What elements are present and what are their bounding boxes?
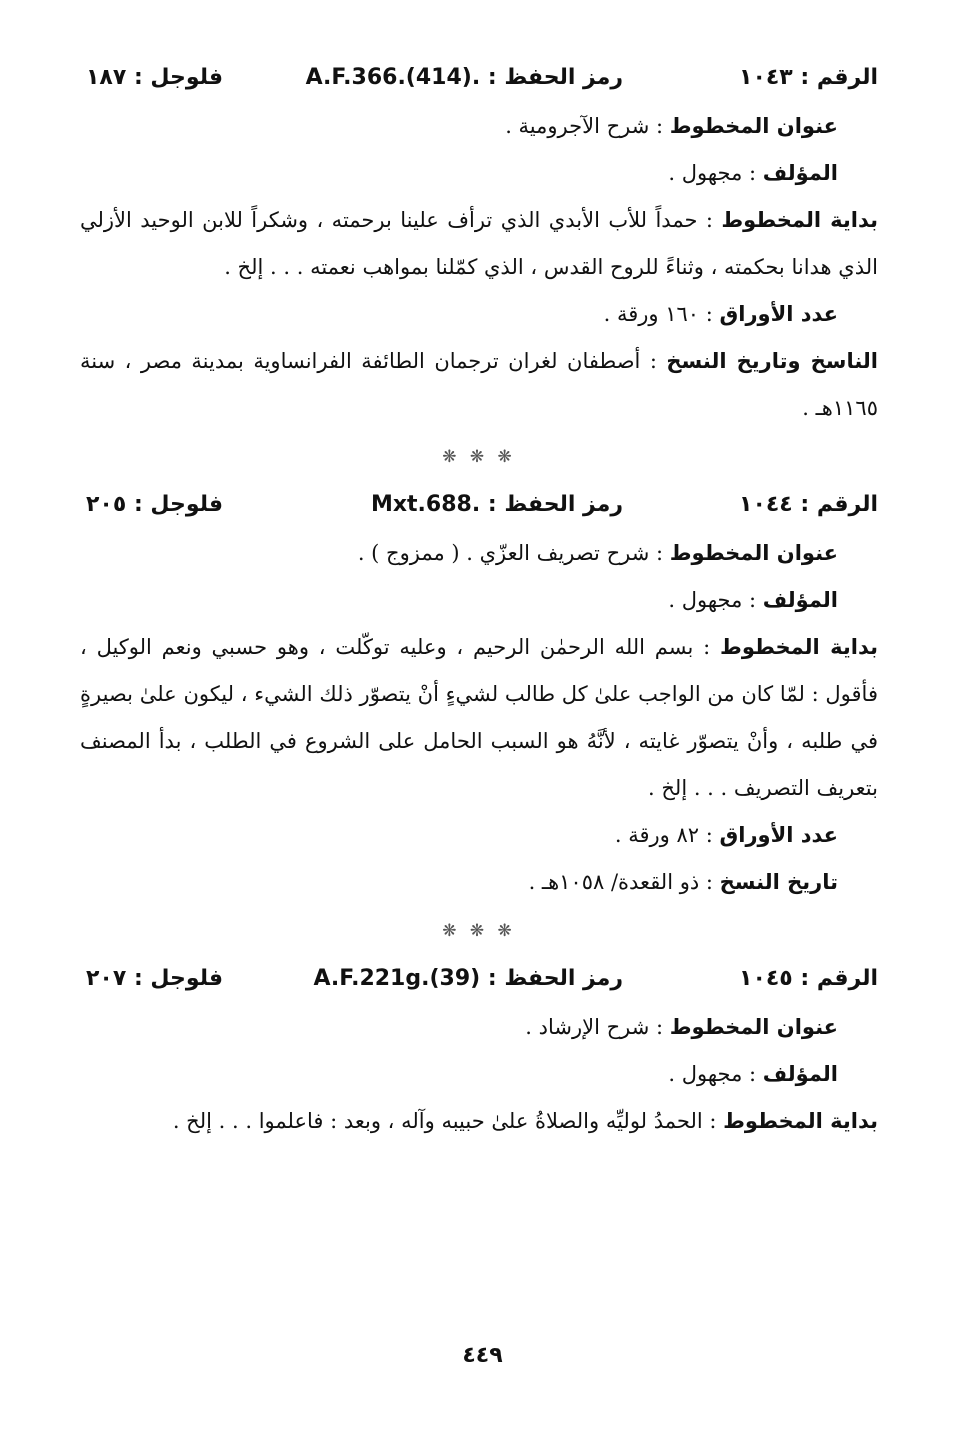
shelfmark-code: رمز الحفظ : A.F.221g.(39) bbox=[313, 966, 623, 991]
field-folio-count bbox=[80, 812, 878, 859]
field-value: : مجهول . bbox=[668, 161, 763, 185]
entry-header bbox=[80, 956, 878, 1004]
field-author bbox=[80, 577, 878, 624]
field-value: : مجهول . bbox=[668, 588, 763, 612]
field-folio-count bbox=[80, 291, 878, 338]
field-label: عنوان المخطوط bbox=[669, 1015, 838, 1039]
field-label: المؤلف bbox=[762, 1062, 838, 1086]
field-label: عنوان المخطوط bbox=[669, 541, 838, 565]
field-author bbox=[80, 150, 878, 197]
catalog-page bbox=[80, 55, 878, 1145]
flugel-reference: فلوجل : ١٨٧ bbox=[86, 65, 224, 90]
field-label: عدد الأوراق bbox=[719, 302, 838, 326]
entry-number: الرقم : ١٠٤٣ bbox=[739, 65, 878, 90]
shelfmark-code: رمز الحفظ : .Mxt.688 bbox=[370, 492, 623, 517]
flugel-reference: فلوجل : ٢٠٧ bbox=[86, 966, 224, 991]
page-number: ٤٤٩ bbox=[462, 1343, 503, 1368]
shelfmark-code: رمز الحفظ : .A.F.366.(414) bbox=[305, 65, 623, 90]
field-label: المؤلف bbox=[762, 588, 838, 612]
field-label: عنوان المخطوط bbox=[669, 114, 838, 138]
entry-header bbox=[80, 482, 878, 530]
field-copyist-date bbox=[80, 338, 878, 432]
field-label: المؤلف bbox=[762, 161, 838, 185]
field-author bbox=[80, 1051, 878, 1098]
field-label: تاريخ النسخ bbox=[719, 870, 838, 894]
field-label: بداية المخطوط bbox=[723, 1109, 878, 1133]
field-value: : أصطفان لغران ترجمان الطائفة الفرانساوية بمدينة مصر ، سنة ١١٦٥هـ . bbox=[80, 349, 878, 420]
field-label: عدد الأوراق bbox=[719, 823, 838, 847]
field-value: : شرح تصريف العزّي . ( ممزوج ) . bbox=[357, 541, 670, 565]
manuscript-entry-1044 bbox=[80, 482, 878, 906]
field-title bbox=[80, 530, 878, 577]
entry-separator: ❋ ❋ ❋ bbox=[442, 921, 516, 941]
entry-number: الرقم : ١٠٤٥ bbox=[739, 966, 878, 991]
field-value: : مجهول . bbox=[668, 1062, 763, 1086]
entry-header bbox=[80, 55, 878, 103]
field-incipit bbox=[80, 1098, 878, 1145]
field-value: : شرح الآجرومية . bbox=[505, 114, 670, 138]
field-label: الناسخ وتاريخ النسخ bbox=[666, 349, 878, 373]
field-value: : ١٦٠ ورقة . bbox=[603, 302, 720, 326]
manuscript-entry-1045 bbox=[80, 956, 878, 1145]
field-value: : حمداً للأب الأبدي الذي ترأف علينا برحمته ، وشكراً للابن الوحيد الأزلي الذي هدانا بحكمته ، وثناءً للروح القدس ، الذي كمّلنا بمواهب نعمته . . . إلخ . bbox=[80, 208, 878, 279]
field-incipit bbox=[80, 624, 878, 812]
field-label: بداية المخطوط bbox=[720, 635, 879, 659]
field-copy-date bbox=[80, 859, 878, 906]
field-incipit bbox=[80, 197, 878, 291]
field-value: : ٨٢ ورقة . bbox=[614, 823, 720, 847]
entry-separator: ❋ ❋ ❋ bbox=[442, 447, 516, 467]
field-value: : ذو القعدة/ ١٠٥٨هـ . bbox=[528, 870, 720, 894]
flugel-reference: فلوجل : ٢٠٥ bbox=[86, 492, 224, 517]
field-value: : بسم الله الرحمٰن الرحيم ، وعليه توكّلت ، وهو حسبي ونعم الوكيل ، فأقول : لمّا كان من الواجب علىٰ كل طالب لشيءٍ أنْ يتصوّر ذلك الشيء ، ليكون علىٰ بصيرةٍ في طلبه ، وأنْ يتصوّر غايته ، لأنَّهُ هو السبب الحامل على الشروع في الطلب ، بدأ المصنف بتعريف التصريف . . . إلخ . bbox=[80, 635, 878, 800]
field-title bbox=[80, 103, 878, 150]
field-value: : الحمدُ لوليِّه والصلاةُ علىٰ حبيبه وآله ، وبعد : فاعلموا . . . إلخ . bbox=[172, 1109, 724, 1133]
field-title bbox=[80, 1004, 878, 1051]
field-value: : شرح الإرشاد . bbox=[525, 1015, 670, 1039]
field-label: بداية المخطوط bbox=[721, 208, 878, 232]
entry-number: الرقم : ١٠٤٤ bbox=[739, 492, 878, 517]
manuscript-entry-1043 bbox=[80, 55, 878, 432]
